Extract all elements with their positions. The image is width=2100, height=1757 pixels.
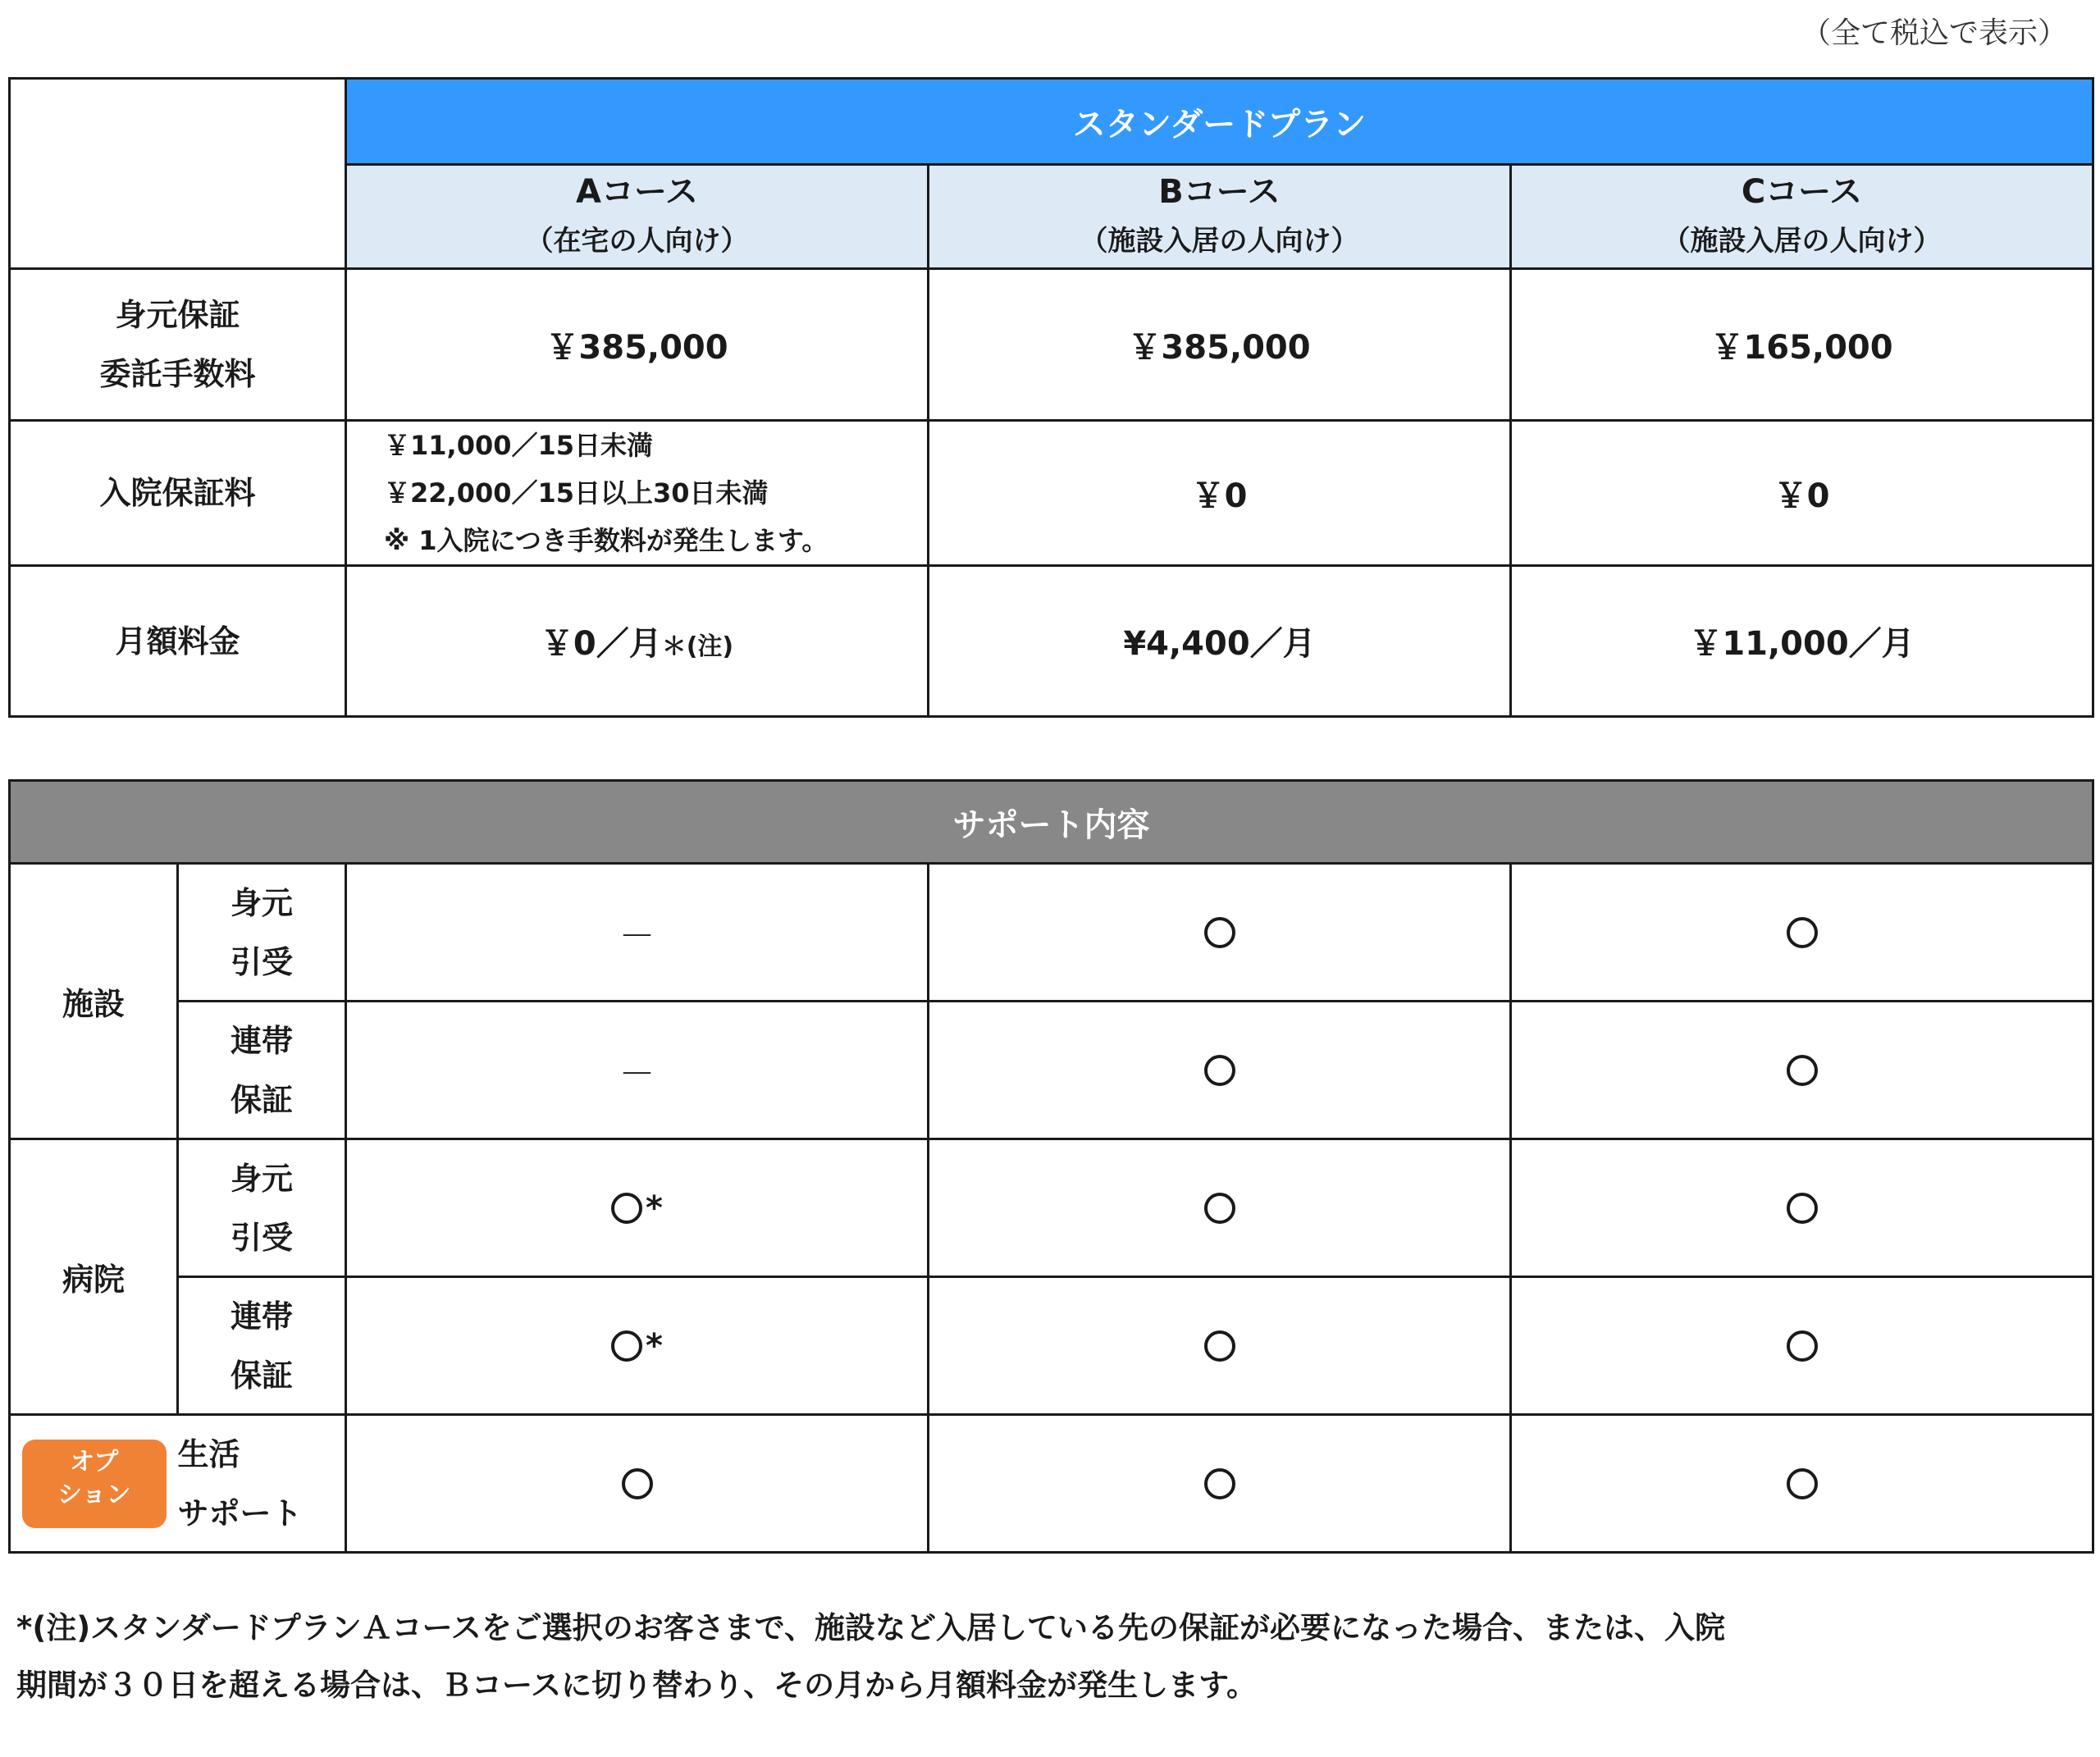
monthly-fee-value: ￥0／月 bbox=[540, 625, 662, 663]
course-name: Bコース bbox=[1158, 173, 1281, 211]
course-name: Cコース bbox=[1741, 173, 1863, 211]
identity-fee-c: ￥165,000 bbox=[1511, 269, 2093, 421]
support-table bbox=[8, 779, 2094, 1554]
hospital-fee-a bbox=[346, 421, 929, 566]
circle-mark bbox=[1511, 1277, 2093, 1415]
footnote-line: *(注)スタンダードプランＡコースをご選択のお客さまで、施設など入居している先の保証が必要になった場合、または、入院 bbox=[16, 1610, 1725, 1645]
identity-fee-a: ￥385,000 bbox=[346, 269, 929, 421]
course-header-c bbox=[1511, 165, 2093, 269]
label-line: 連帯 bbox=[230, 1298, 293, 1335]
circle-icon bbox=[1787, 1330, 1818, 1362]
joint-guarantee-label bbox=[178, 1002, 346, 1139]
circle-mark bbox=[929, 1139, 1511, 1277]
circle-icon bbox=[1787, 1193, 1818, 1224]
tax-note: （全て税込で表示） bbox=[1801, 16, 2067, 50]
label-line: 保証 bbox=[230, 1081, 293, 1118]
monthly-fee-a bbox=[346, 566, 929, 717]
course-target: （施設入居の人向け） bbox=[1662, 225, 1942, 258]
fee-line: ￥11,000／15日未満 bbox=[384, 430, 654, 461]
support-header: サポート内容 bbox=[10, 781, 2093, 864]
star-mark: * bbox=[646, 1326, 663, 1365]
dash-mark: － bbox=[346, 864, 929, 1002]
label-line: サポート bbox=[177, 1495, 303, 1531]
circle-star-mark bbox=[346, 1139, 929, 1277]
hospital-fee-c: ￥0 bbox=[1511, 421, 2093, 566]
course-target: （施設入居の人向け） bbox=[1080, 225, 1359, 258]
circle-icon bbox=[622, 1468, 653, 1499]
footnote bbox=[16, 1600, 2067, 1714]
fee-note: ※ 1入院につき手数料が発生します。 bbox=[384, 525, 829, 556]
circle-mark bbox=[929, 864, 1511, 1002]
label-line: 身元 bbox=[230, 884, 293, 921]
course-header-a bbox=[346, 165, 929, 269]
facility-label: 施設 bbox=[10, 864, 178, 1139]
course-target: （在宅の人向け） bbox=[525, 225, 749, 258]
circle-icon bbox=[611, 1330, 642, 1362]
circle-icon bbox=[611, 1193, 642, 1224]
option-badge bbox=[22, 1440, 167, 1528]
circle-mark bbox=[1511, 1002, 2093, 1139]
label-line: 連帯 bbox=[230, 1022, 293, 1059]
joint-guarantee-label bbox=[178, 1277, 346, 1415]
monthly-fee-note: ＊(注) bbox=[661, 632, 734, 661]
circle-mark bbox=[929, 1277, 1511, 1415]
circle-icon bbox=[1204, 1468, 1235, 1499]
hospital-fee-label: 入院保証料 bbox=[10, 421, 346, 566]
dash-mark: － bbox=[346, 1002, 929, 1139]
plan-header: スタンダードプラン bbox=[346, 79, 2093, 165]
badge-line: ション bbox=[57, 1480, 131, 1509]
course-header-b bbox=[929, 165, 1511, 269]
circle-icon bbox=[1787, 1055, 1818, 1086]
circle-mark bbox=[929, 1002, 1511, 1139]
identity-fee-b: ￥385,000 bbox=[929, 269, 1511, 421]
label-line: 保証 bbox=[230, 1357, 293, 1394]
corner-cell bbox=[10, 79, 346, 269]
footnote-line: 期間が３０日を超える場合は、Ｂコースに切り替わり、その月から月額料金が発生します。 bbox=[16, 1668, 1258, 1703]
label-line: 引受 bbox=[230, 943, 293, 980]
circle-icon bbox=[1204, 1330, 1235, 1362]
fee-line: ￥22,000／15日以上30日未満 bbox=[384, 477, 769, 509]
circle-mark bbox=[346, 1415, 929, 1553]
circle-mark bbox=[1511, 1139, 2093, 1277]
circle-icon bbox=[1204, 1193, 1235, 1224]
price-table bbox=[8, 77, 2094, 718]
identity-label bbox=[178, 1139, 346, 1277]
identity-label bbox=[178, 864, 346, 1002]
circle-star-mark bbox=[346, 1277, 929, 1415]
hospital-label: 病院 bbox=[10, 1139, 178, 1415]
life-support-label bbox=[178, 1415, 346, 1553]
circle-mark bbox=[929, 1415, 1511, 1553]
star-mark: * bbox=[646, 1189, 663, 1227]
option-badge-cell bbox=[10, 1415, 178, 1553]
monthly-fee-c: ￥11,000／月 bbox=[1511, 566, 2093, 717]
identity-fee-label bbox=[10, 269, 346, 421]
label-line: 引受 bbox=[230, 1219, 293, 1256]
monthly-fee-label: 月額料金 bbox=[10, 566, 346, 717]
course-name: Aコース bbox=[576, 173, 698, 211]
label-line: 委託手数料 bbox=[99, 356, 256, 392]
circle-icon bbox=[1204, 1055, 1235, 1086]
circle-icon bbox=[1204, 917, 1235, 948]
circle-icon bbox=[1787, 917, 1818, 948]
circle-mark bbox=[1511, 864, 2093, 1002]
circle-icon bbox=[1787, 1468, 1818, 1499]
circle-mark bbox=[1511, 1415, 2093, 1553]
label-line: 身元 bbox=[230, 1160, 293, 1197]
label-line: 生活 bbox=[177, 1435, 240, 1472]
label-line: 身元保証 bbox=[115, 297, 240, 333]
monthly-fee-b: ¥4,400／月 bbox=[929, 566, 1511, 717]
badge-line: オプ bbox=[70, 1447, 119, 1476]
hospital-fee-b: ￥0 bbox=[929, 421, 1511, 566]
